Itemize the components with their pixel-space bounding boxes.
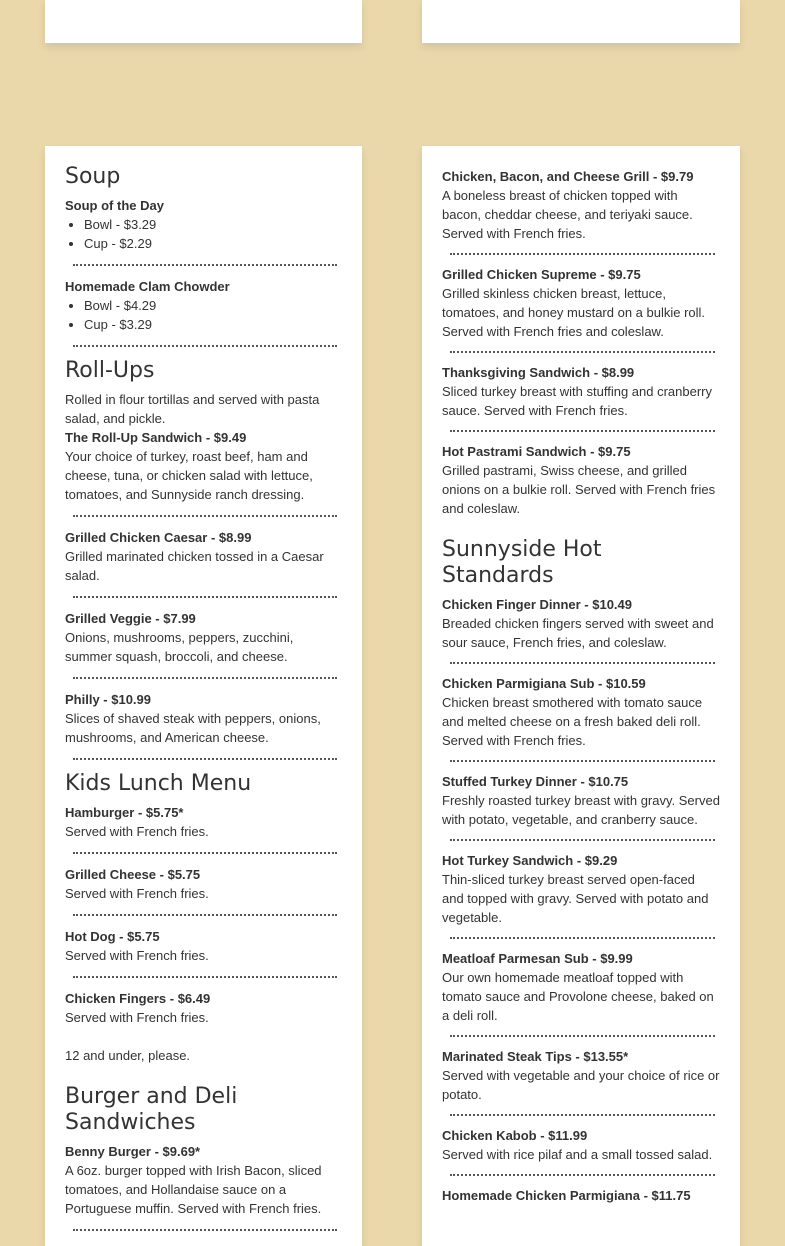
item-name: Chicken, Bacon, and Cheese Grill - $9.79 — [442, 169, 694, 184]
section-heading-kids: Kids Lunch Menu — [65, 771, 252, 796]
item-name: Hamburger - $5.75* — [65, 805, 184, 820]
item-description: Thin-sliced turkey breast served open-faced and topped with gravy. Served with potato and vegetable. — [442, 872, 709, 925]
dotted-divider — [73, 264, 337, 266]
item-name: Thanksgiving Sandwich - $8.99 — [442, 365, 635, 380]
item-description: Onions, mushrooms, peppers, zucchini, summer squash, broccoli, and cheese. — [65, 630, 294, 664]
menu-item — [65, 1142, 342, 1218]
dotted-divider — [73, 1229, 337, 1231]
menu-item — [65, 528, 342, 585]
menu-card-top-left — [45, 0, 362, 43]
dotted-divider — [73, 596, 337, 598]
item-description: Served with French fries. — [65, 1010, 209, 1025]
item-name: Marinated Steak Tips - $13.55* — [442, 1049, 629, 1064]
menu-item — [65, 865, 342, 903]
item-description: Sliced turkey breast with stuffing and cranberry sauce. Served with French fries. — [442, 384, 713, 418]
dotted-divider — [73, 914, 337, 916]
item-description: Breaded chicken fingers served with sweet and sour sauce, French fries, and coleslaw. — [442, 616, 714, 650]
dotted-divider — [450, 1174, 715, 1176]
item-description: A boneless breast of chicken topped with bacon, cheddar cheese, and teriyaki sauce. Served with French fries. — [442, 188, 693, 241]
item-name: Stuffed Turkey Dinner - $10.75 — [442, 774, 629, 789]
option-item: • Bowl - $4.29 — [84, 296, 342, 315]
menu-item — [65, 989, 342, 1027]
item-description: Grilled marinated chicken tossed in a Caesar salad. — [65, 549, 324, 583]
item-name: Hot Dog - $5.75 — [65, 929, 160, 944]
item-description: Served with rice pilaf and a small tossed salad. — [442, 1147, 713, 1162]
section-heading-hot-standards: Sunnyside Hot Standards — [442, 537, 602, 588]
menu-item — [442, 265, 720, 341]
item-name: Grilled Chicken Caesar - $8.99 — [65, 530, 252, 545]
dotted-divider — [450, 351, 715, 353]
menu-item — [65, 196, 342, 253]
item-description: Freshly roasted turkey breast with gravy. Served with potato, vegetable, and cranberry sauce. — [442, 793, 720, 827]
item-description: Served with French fries. — [65, 824, 209, 839]
section-heading-burger: Burger and Deli Sandwiches — [65, 1084, 238, 1135]
dotted-divider — [73, 345, 337, 347]
menu-item — [65, 428, 342, 504]
dotted-divider — [73, 677, 337, 679]
item-name: The Roll-Up Sandwich - $9.49 — [65, 430, 247, 445]
item-name: Chicken Parmigiana Sub - $10.59 — [442, 676, 646, 691]
menu-item — [442, 167, 720, 243]
menu-card-top-right — [422, 0, 740, 43]
item-name: Homemade Clam Chowder — [65, 279, 230, 294]
menu-item — [442, 1047, 720, 1104]
option-item: • Cup - $2.29 — [84, 234, 342, 253]
item-description: Grilled pastrami, Swiss cheese, and grilled onions on a bulkie roll. Served with French fries and coleslaw. — [442, 463, 716, 516]
item-name: Soup of the Day — [65, 198, 164, 213]
item-name: Hot Pastrami Sandwich - $9.75 — [442, 444, 631, 459]
section-heading-rollups: Roll-Ups — [65, 358, 155, 383]
item-name: Grilled Veggie - $7.99 — [65, 611, 196, 626]
item-name: Chicken Fingers - $6.49 — [65, 991, 211, 1006]
dotted-divider — [73, 515, 337, 517]
dotted-divider — [450, 1114, 715, 1116]
menu-item — [442, 949, 720, 1025]
dotted-divider — [73, 852, 337, 854]
item-description: Served with vegetable and your choice of rice or potato. — [442, 1068, 720, 1102]
item-name: Grilled Chicken Supreme - $9.75 — [442, 267, 641, 282]
menu-column-left — [45, 146, 362, 1246]
dotted-divider — [450, 253, 715, 255]
menu-item — [65, 927, 342, 965]
item-description: Served with French fries. — [65, 948, 209, 963]
section-heading-soup: Soup — [65, 164, 121, 189]
item-description: Our own homemade meatloaf topped with tomato sauce and Provolone cheese, baked on a deli roll. — [442, 970, 714, 1023]
item-description: Slices of shaved steak with peppers, onions, mushrooms, and American cheese. — [65, 711, 321, 745]
option-item: • Cup - $3.29 — [84, 315, 342, 334]
item-name: Grilled Cheese - $5.75 — [65, 867, 201, 882]
item-description: Your choice of turkey, roast beef, ham and cheese, tuna, or chicken salad with lettuce, tomatoes, and Sunnyside ranch dressing. — [65, 449, 313, 502]
dotted-divider — [450, 839, 715, 841]
option-list — [65, 296, 342, 334]
menu-item — [442, 1186, 720, 1205]
dotted-divider — [73, 758, 337, 760]
item-name: Homemade Chicken Parmigiana - $11.75 — [442, 1188, 691, 1203]
item-name: Philly - $10.99 — [65, 692, 151, 707]
item-description: A 6oz. burger topped with Irish Bacon, sliced tomatoes, and Hollandaise sauce on a Portuguese muffin. Served with French fries. — [65, 1163, 322, 1216]
item-name: Benny Burger - $9.69* — [65, 1144, 201, 1159]
item-description: Chicken breast smothered with tomato sauce and melted cheese on a fresh baked deli roll. Served with French fries. — [442, 695, 703, 748]
option-list — [65, 215, 342, 253]
menu-item — [65, 609, 342, 666]
menu-item — [442, 674, 720, 750]
menu-item — [442, 1126, 720, 1164]
section-intro: Rolled in flour tortillas and served with pasta salad, and pickle. — [65, 392, 320, 426]
menu-item — [442, 595, 720, 652]
menu-column-right — [422, 146, 740, 1246]
item-name: Chicken Kabob - $11.99 — [442, 1128, 588, 1143]
item-name: Hot Turkey Sandwich - $9.29 — [442, 853, 618, 868]
menu-item — [442, 772, 720, 829]
dotted-divider — [450, 430, 715, 432]
dotted-divider — [450, 662, 715, 664]
item-description: Grilled skinless chicken breast, lettuce, tomatoes, and honey mustard on a bulkie roll. Served with French fries and coleslaw. — [442, 286, 706, 339]
item-description: Served with French fries. — [65, 886, 209, 901]
dotted-divider — [73, 976, 337, 978]
item-name: Chicken Finger Dinner - $10.49 — [442, 597, 633, 612]
menu-item — [65, 277, 342, 334]
menu-item — [65, 803, 342, 841]
dotted-divider — [450, 1035, 715, 1037]
dotted-divider — [450, 760, 715, 762]
menu-item — [442, 851, 720, 927]
item-name: Meatloaf Parmesan Sub - $9.99 — [442, 951, 633, 966]
menu-item — [65, 690, 342, 747]
kids-age-note: 12 and under, please. — [65, 1048, 191, 1063]
dotted-divider — [450, 937, 715, 939]
menu-item — [442, 442, 720, 518]
option-item: • Bowl - $3.29 — [84, 215, 342, 234]
menu-item — [442, 363, 720, 420]
